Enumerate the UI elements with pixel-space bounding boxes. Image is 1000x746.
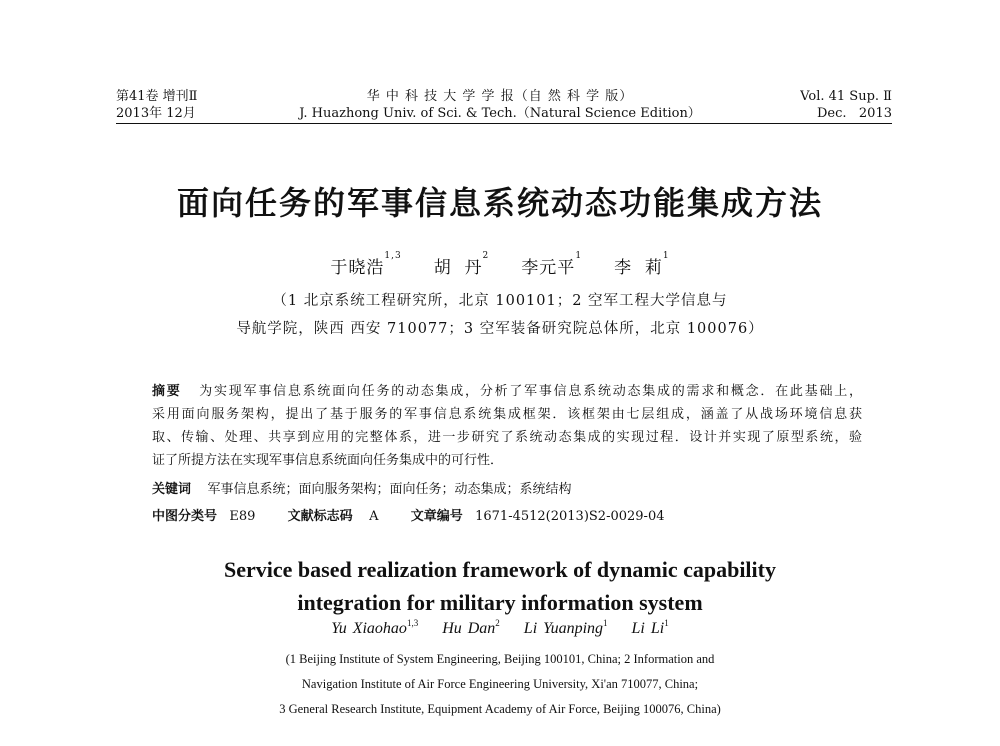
- paper-title-en-line: integration for military information system: [297, 590, 703, 615]
- author-cn: 李 莉$^1$: [614, 251, 670, 278]
- doc-code-label: 文献标志码: [287, 509, 353, 524]
- author-en: Hu Dan$^2$: [442, 618, 500, 637]
- header-volume: 第41卷 增刊Ⅱ: [116, 89, 198, 104]
- abstract-label: 摘要: [152, 384, 182, 399]
- paper-title-en-line: Service based realization framework of dynamic capability: [224, 557, 776, 582]
- header-rule: [116, 123, 892, 124]
- author-cn: 胡 丹$^2$: [433, 251, 490, 278]
- abstract-line: 取、传输、处理、共享到应用的完整体系，进一步研究了系统动态集成的实现过程．设计并实现了原型系统，验: [152, 430, 862, 445]
- clc-label: 中图分类号: [152, 509, 218, 524]
- header-date: 2013年 12月: [116, 106, 196, 121]
- clc-value: E89: [229, 509, 256, 524]
- keywords-label: 关键词: [152, 482, 192, 497]
- affiliation-en-line: (1 Beijing Institute of System Engineering, Beijing 100101, China; 2 Information and: [285, 652, 715, 666]
- author-list-cn: [0, 253, 1000, 278]
- article-number-value: 1671-4512(2013)S2-0029-04: [475, 509, 665, 524]
- header-journal-en: J. Huazhong Univ. of Sci. & Tech.（Natural Science Edition）: [299, 106, 701, 121]
- author-list-en: [0, 620, 1000, 638]
- abstract-line: 证了所提方法在实现军事信息系统面向任务集成中的可行性．: [152, 453, 504, 468]
- article-number-label: 文章编号: [410, 509, 463, 524]
- author-en: Li Yuanping$^1$: [523, 618, 608, 637]
- author-en: Li Li$^1$: [631, 618, 669, 637]
- affiliation-en-line: Navigation Institute of Air Force Engineering University, Xi'an 710077, China;: [301, 677, 699, 691]
- abstract-cn: [152, 380, 862, 472]
- author-cn: 于晓浩$^{1,3}$: [330, 251, 402, 278]
- paper-title-cn: 面向任务的军事信息系统动态功能集成方法: [176, 184, 823, 222]
- affiliation-en-line: 3 General Research Institute, Equipment Academy of Air Force, Beijing 100076, China): [279, 702, 721, 716]
- header-journal-cn: 华 中 科 技 大 学 学 报（自 然 科 学 版）: [366, 89, 634, 104]
- header-volume-en: Vol. 41 Sup. Ⅱ: [800, 89, 892, 104]
- abstract-line: 摘要 为实现军事信息系统面向任务的动态集成，分析了军事信息系统动态集成的需求和概念．在此基础上，: [152, 384, 862, 399]
- author-cn: 李元平$^1$: [521, 251, 583, 278]
- keywords-cn: [152, 478, 572, 497]
- doc-code-value: A: [369, 509, 379, 524]
- affiliation-cn-line: （1 北京系统工程研究所，北京 100101；2 空军工程大学信息与: [272, 293, 728, 309]
- affiliation-cn-line: 导航学院，陕西 西安 710077；3 空军装备研究院总体所，北京 100076）: [236, 321, 764, 337]
- classification-line: [152, 505, 665, 524]
- abstract-line: 采用面向服务架构，提出了基于服务的军事信息系统集成框架．该框架由七层组成，涵盖了从战场环境信息获: [152, 407, 862, 422]
- keywords-text: 军事信息系统；面向服务架构；面向任务；动态集成；系统结构: [207, 482, 572, 497]
- header-date-en: Dec. 2013: [816, 106, 892, 121]
- author-en: Yu Xiaohao$^{1,3}$: [331, 618, 419, 637]
